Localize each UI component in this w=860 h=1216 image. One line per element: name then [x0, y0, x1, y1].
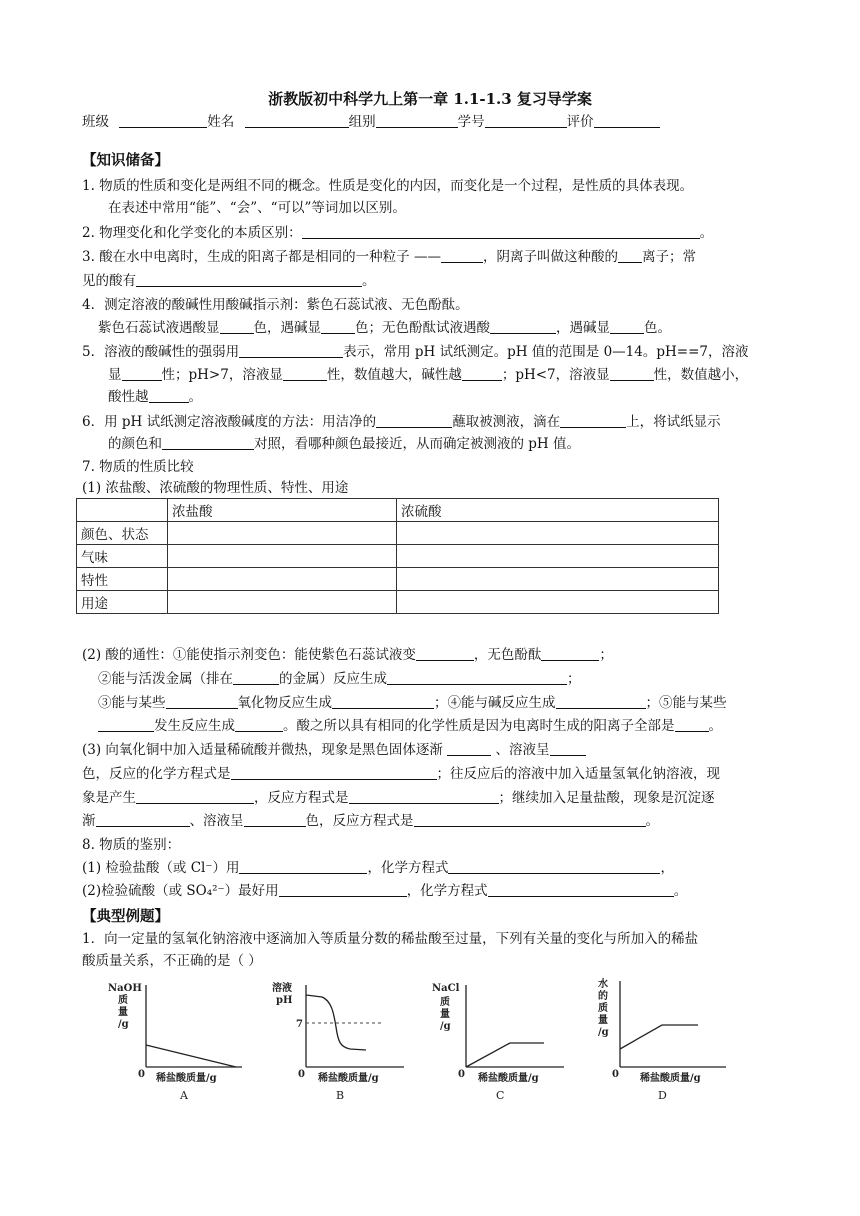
row-label: 气味 [77, 545, 168, 568]
figure-d-ylabel-4: 量 [598, 1015, 608, 1026]
table-cell[interactable] [168, 591, 397, 614]
item-7-3-b: 色，反应的化学方程式是 ；往反应后的溶液中加入适量氢氧化钠溶液，现 [82, 766, 720, 782]
row-label: 特性 [77, 568, 168, 591]
figure-a-origin: 0 [138, 1069, 145, 1080]
figure-a-ylabel: NaOH [108, 983, 142, 994]
figure-b-origin: 0 [298, 1069, 305, 1080]
number-blank[interactable] [485, 113, 567, 128]
table-header-cell: 浓盐酸 [168, 499, 397, 522]
figure-b-mark: 7 [296, 1019, 303, 1030]
item-8-2: (2)检验硫酸（或 SO₄²⁻）最好用 ，化学方程式 。 [82, 883, 688, 899]
item-6: 6．用 pH 试纸测定溶液酸碱度的方法：用洁净的 蘸取被测液，滴在 上，将试纸显示 [82, 414, 721, 430]
item-5: 5．溶液的酸碱性的强弱用 表示，常用 pH 试纸测定。pH 值的范围是 0—14。pH==7，溶液 [82, 344, 749, 360]
blank-4c[interactable] [490, 319, 556, 334]
blank-15a[interactable] [96, 812, 190, 827]
table-header-cell: 浓硫酸 [397, 499, 719, 522]
figure-c-ylabel-3: 量 [440, 1009, 450, 1020]
blank-15b[interactable] [244, 812, 306, 827]
table-cell[interactable] [168, 568, 397, 591]
section-knowledge: 【知识储备】 [82, 152, 169, 169]
blank-18a[interactable] [279, 882, 407, 897]
blank-8a[interactable] [416, 646, 474, 661]
blank-11a[interactable] [98, 717, 154, 732]
blank-5f[interactable] [149, 388, 189, 403]
figure-b-xlabel: 稀盐酸质量/g [318, 1073, 379, 1084]
figure-b-ylabel-2: pH [276, 995, 293, 1006]
blank-13a[interactable] [231, 765, 437, 780]
page-title: 浙教版初中科学九上第一章 1.1-1.3 复习导学案 [268, 90, 592, 108]
rating-label: 评价 [566, 114, 594, 130]
figure-a[interactable] [104, 975, 244, 1105]
figure-d-graph [596, 975, 736, 1105]
name-label: 姓名 [207, 114, 235, 130]
figure-a-ylabel-4: /g [118, 1019, 129, 1030]
figure-b-graph [266, 975, 406, 1105]
figure-c-graph [426, 975, 566, 1105]
item-7-2-c: ③能与某些 氧化物反应生成 ；④能与碱反应生成 ；⑤能与某些 [98, 695, 727, 711]
blank-3a[interactable] [441, 248, 483, 263]
figure-a-label: A [180, 1089, 188, 1102]
figure-c-curve [466, 1043, 544, 1067]
item-8-1: (1) 检验盐酸（或 Cl⁻）用 ，化学方程式 ， [82, 860, 674, 876]
table-cell[interactable] [397, 522, 719, 545]
blank-14a[interactable] [136, 789, 254, 804]
blank-11b[interactable] [235, 717, 283, 732]
properties-table [76, 498, 719, 614]
blank-10a[interactable] [166, 694, 238, 709]
item-7: 7. 物质的性质比较 [82, 459, 194, 475]
blank-5d[interactable] [462, 366, 502, 381]
item-7-3-d: 渐 、溶液呈 色，反应方程式是 。 [82, 813, 659, 829]
item-4-cont: 紫色石蕊试液遇酸显 色，遇碱显 色；无色酚酞试液遇酸 ，遇碱显 色。 [98, 320, 671, 336]
figure-b-ylabel: 溶液 [272, 983, 292, 994]
figure-a-xlabel: 稀盐酸质量/g [156, 1073, 217, 1084]
blank-5e[interactable] [610, 366, 654, 381]
figure-d-ylabel-2: 的 [598, 991, 608, 1002]
group-label: 组别 [348, 114, 376, 130]
blank-9b[interactable] [387, 670, 567, 685]
table-cell[interactable] [397, 591, 719, 614]
row-label: 用途 [77, 591, 168, 614]
figure-a-ylabel-2: 质 [118, 995, 128, 1006]
figure-c-ylabel: NaCl [432, 983, 460, 994]
blank-8b[interactable] [541, 646, 599, 661]
table-row [77, 568, 719, 591]
name-blank[interactable] [245, 113, 349, 128]
table-row [77, 591, 719, 614]
figure-c-xlabel: 稀盐酸质量/g [478, 1073, 539, 1084]
table-cell[interactable] [168, 545, 397, 568]
item-4: 4．测定溶液的酸碱性用酸碱指示剂：紫色石蕊试液、无色酚酞。 [82, 297, 469, 313]
blank-14b[interactable] [349, 789, 499, 804]
figure-a-ylabel-3: 量 [118, 1007, 128, 1018]
item-3: 3. 酸在水中电离时，生成的阳离子都是相同的一种粒子 —— ，阴离子叫做这种酸的 离子；常 [82, 249, 696, 265]
item-5-cont: 显 性；pH>7，溶液显 性，数值越大，碱性越 ；pH<7，溶液显 性，数值越小， [108, 367, 749, 383]
item-1-cont: 在表述中常用“能”、“会”、“可以”等词加以区别。 [108, 200, 406, 216]
figure-d-ylabel: 水 [598, 979, 608, 990]
figure-d-origin: 0 [612, 1069, 619, 1080]
blank-6b[interactable] [560, 413, 626, 428]
blank-10b[interactable] [332, 694, 434, 709]
blank-17b[interactable] [448, 859, 660, 874]
rating-blank[interactable] [594, 113, 660, 128]
item-2: 2. 物理变化和化学变化的本质区别： 。 [82, 225, 714, 241]
blank-9a[interactable] [233, 670, 279, 685]
blank-12b[interactable] [550, 741, 586, 756]
figure-c-ylabel-2: 质 [440, 997, 450, 1008]
table-cell[interactable] [397, 545, 719, 568]
blank-12a[interactable] [447, 741, 491, 756]
group-blank[interactable] [376, 113, 458, 128]
item-1: 1. 物质的性质和变化是两组不同的概念。性质是变化的内因，而变化是一个过程，是性质的具体表现。 [82, 178, 694, 194]
figure-c-origin: 0 [458, 1069, 465, 1080]
blank-11c[interactable] [675, 717, 709, 732]
item-3-cont: 见的酸有 。 [82, 273, 376, 289]
example-1: 1．向一定量的氢氧化钠溶液中逐滴加入等质量分数的稀盐酸至过量，下列有关量的变化与所加入的稀盐 [82, 931, 699, 947]
blank-4d[interactable] [610, 319, 644, 334]
blank-5b[interactable] [122, 366, 162, 381]
figure-d-xlabel: 稀盐酸质量/g [640, 1073, 701, 1084]
blank-4b[interactable] [321, 319, 355, 334]
blank-5c[interactable] [283, 366, 327, 381]
item-7-2: (2) 酸的通性：①能使指示剂变色：能使紫色石蕊试液变 ，无色酚酞 ； [82, 647, 613, 663]
class-label: 班级 [82, 114, 109, 130]
blank-6a[interactable] [376, 413, 452, 428]
item-7-3: (3) 向氧化铜中加入适量稀硫酸并微热，现象是黑色固体逐渐 、溶液呈 [82, 741, 782, 759]
answer-figures [96, 975, 776, 1105]
item-5-cont2: 酸性越 。 [108, 389, 202, 405]
figure-d-label: D [658, 1089, 667, 1102]
figure-d[interactable] [596, 975, 736, 1105]
table-header-cell [77, 499, 168, 522]
number-label: 学号 [457, 114, 485, 130]
table-cell[interactable] [397, 568, 719, 591]
table-row [77, 545, 719, 568]
blank-15c[interactable] [414, 812, 646, 827]
figure-d-curve [620, 1025, 698, 1049]
blank-10c[interactable] [556, 694, 646, 709]
figure-c-label: C [496, 1089, 505, 1102]
item-6-cont: 的颜色和 对照，看哪种颜色最接近，从而确定被测液的 pH 值。 [108, 436, 580, 452]
figure-b[interactable] [266, 975, 406, 1105]
row-label: 颜色、状态 [77, 522, 168, 545]
blank-18b[interactable] [488, 882, 674, 897]
blank-2[interactable] [302, 224, 700, 239]
item-7-1: (1) 浓盐酸、浓硫酸的物理性质、特性、用途 [82, 480, 349, 496]
blank-6c[interactable] [162, 435, 254, 450]
figure-b-label: B [336, 1089, 345, 1102]
table-cell[interactable] [168, 522, 397, 545]
item-7-2-d: 发生反应生成 。酸之所以具有相同的化学性质是因为电离时生成的阳离子全部是 。 [98, 717, 798, 735]
figure-a-curve [146, 1045, 236, 1067]
figure-c-ylabel-4: /g [440, 1021, 451, 1032]
table-row [77, 522, 719, 545]
figure-d-ylabel-5: /g [598, 1027, 609, 1038]
figure-c[interactable] [426, 975, 566, 1105]
figure-d-ylabel-3: 质 [598, 1003, 608, 1014]
table-header-row [77, 499, 719, 522]
blank-3c[interactable] [136, 272, 362, 287]
blank-17a[interactable] [239, 859, 367, 874]
student-info-row [82, 110, 782, 130]
item-7-2-b: ②能与活泼金属（排在 的金属）反应生成 ； [98, 671, 581, 687]
class-blank[interactable] [119, 113, 207, 128]
item-7-3-c: 象是产生 ，反应方程式是 ；继续加入足量盐酸，现象是沉淀逐 [82, 790, 715, 806]
example-1-cont: 酸质量关系，不正确的是（ ） [82, 953, 262, 969]
blank-5a[interactable] [239, 343, 343, 358]
section-examples: 【典型例题】 [82, 908, 169, 925]
item-8: 8. 物质的鉴别： [82, 837, 181, 853]
figure-a-graph [104, 975, 244, 1105]
blank-3b[interactable] [618, 248, 642, 263]
blank-4a[interactable] [220, 319, 254, 334]
